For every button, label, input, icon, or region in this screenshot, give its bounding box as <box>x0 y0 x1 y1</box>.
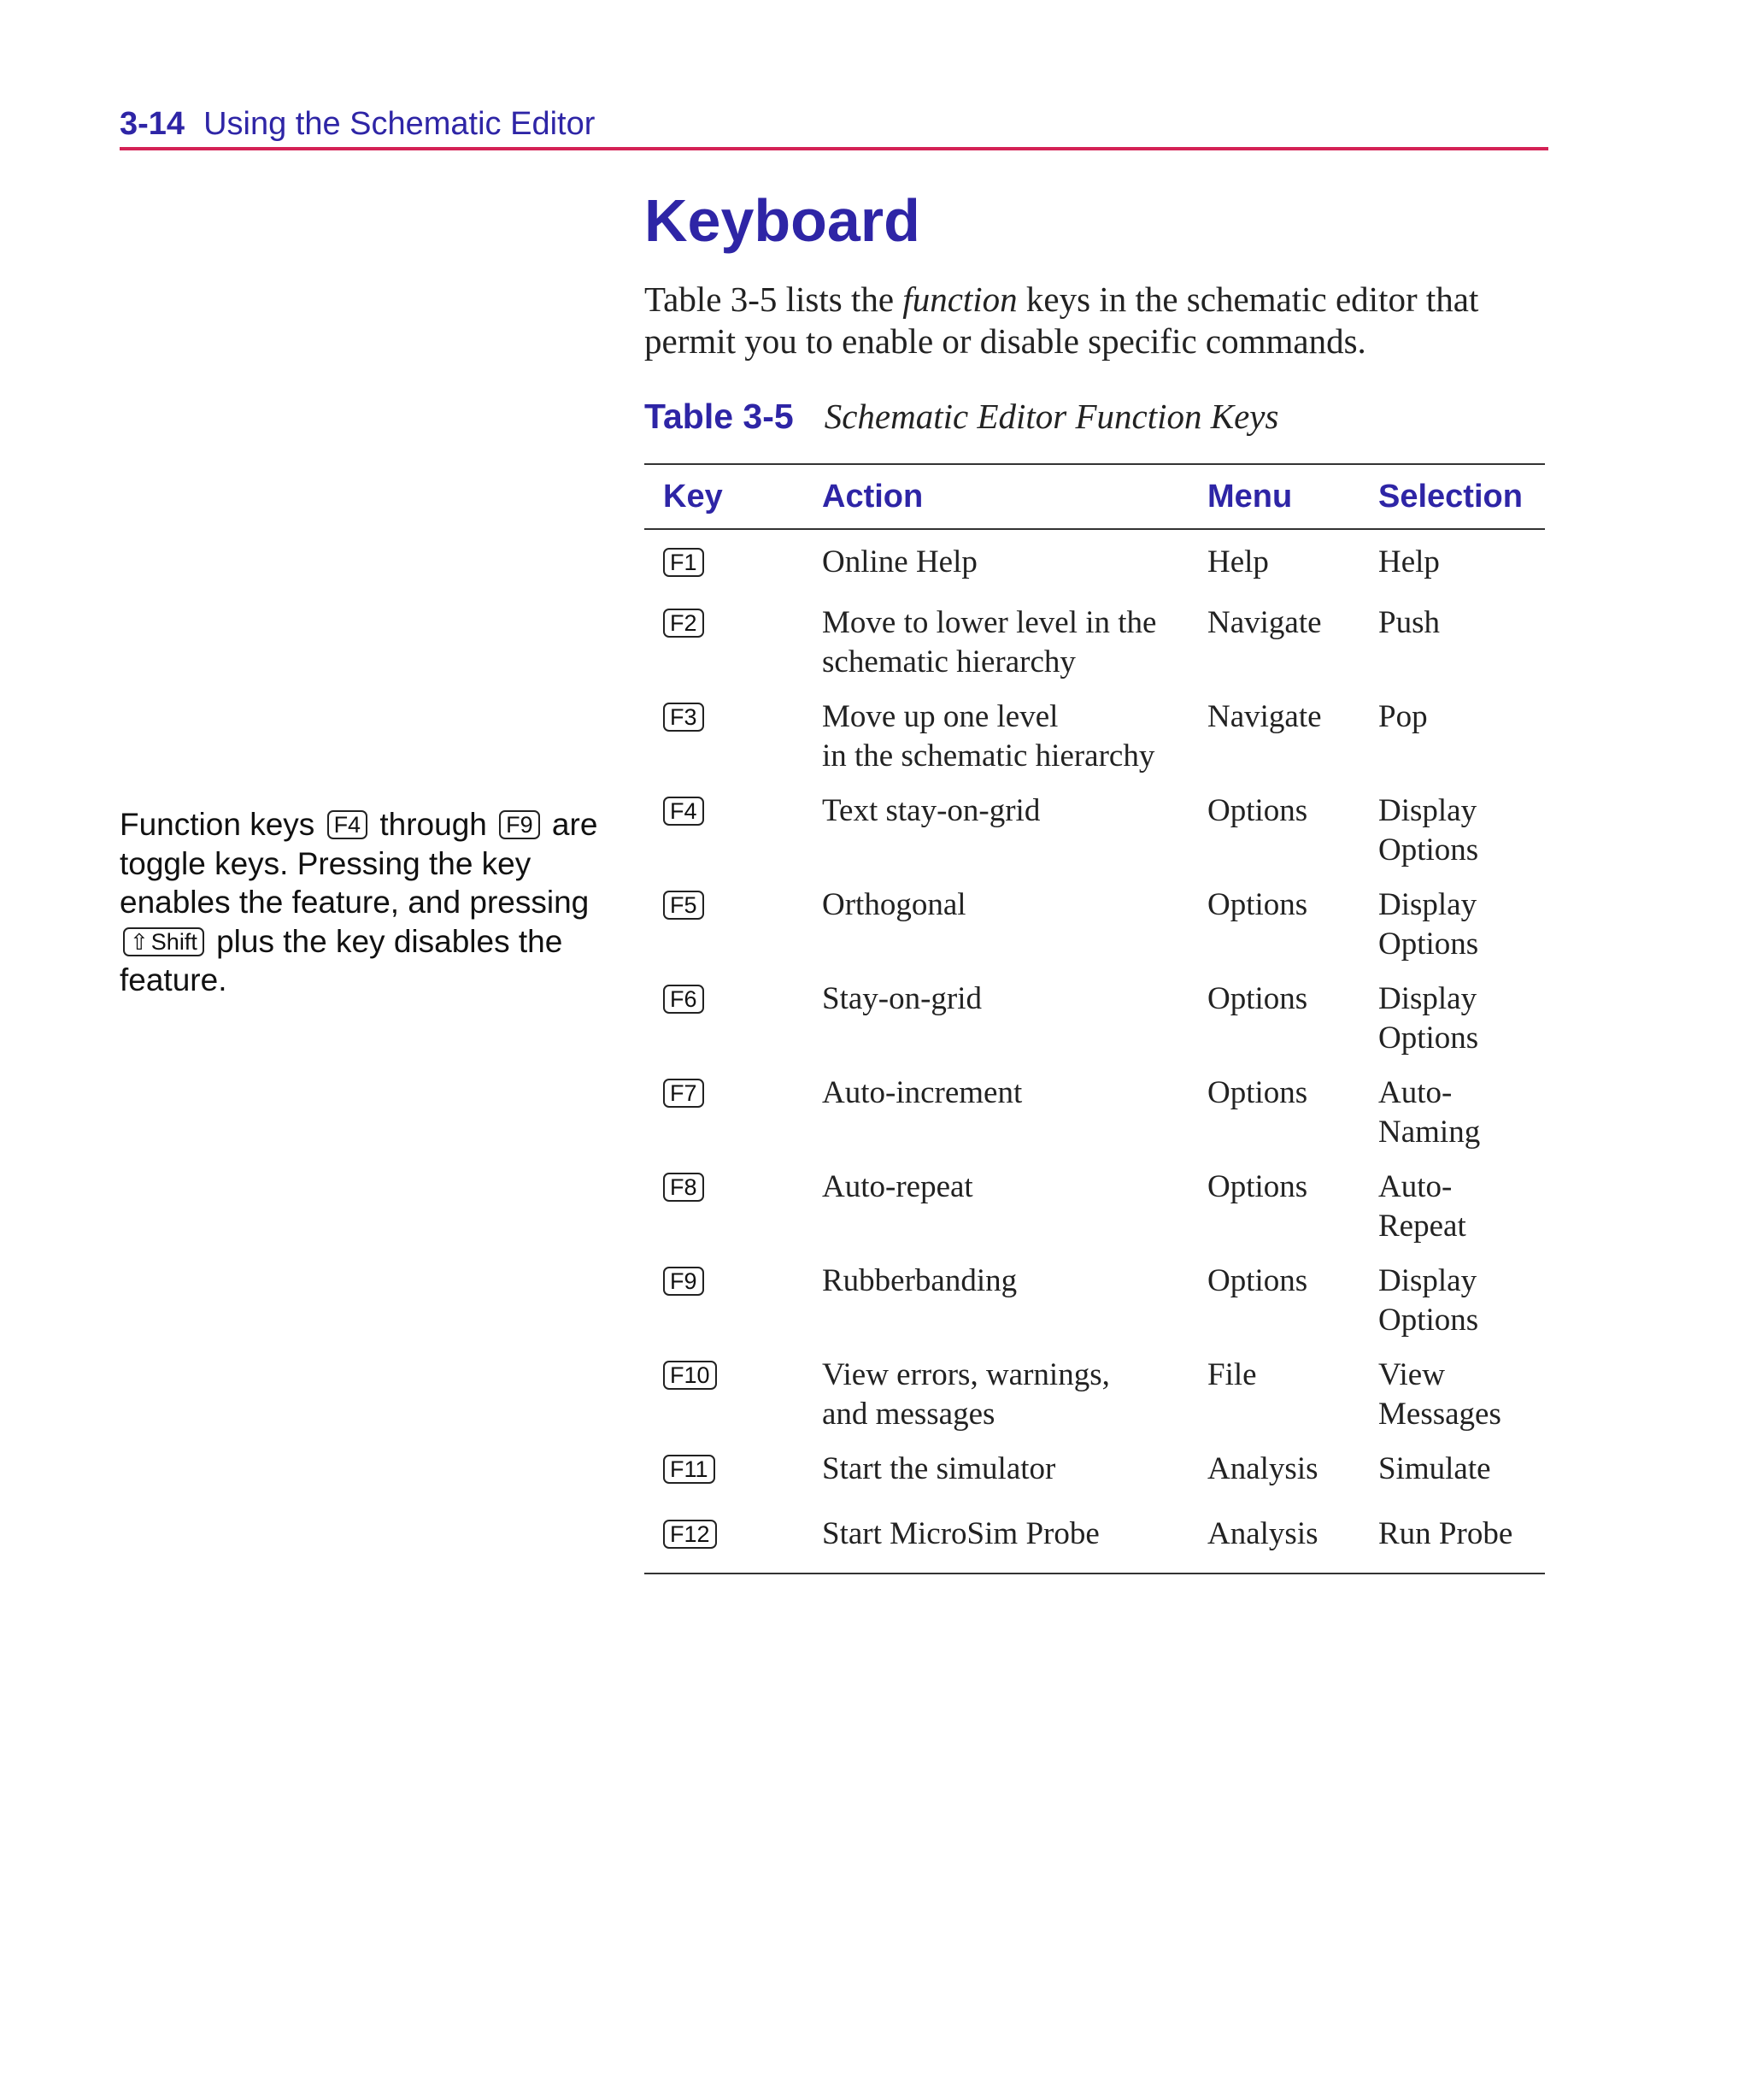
action-cell: Start MicroSim Probe <box>822 1516 1100 1551</box>
menu-cell: Navigate <box>1207 605 1322 640</box>
action-cell: Auto-increment <box>822 1075 1023 1110</box>
note-text-2: through <box>371 807 496 842</box>
running-header <box>120 106 1548 150</box>
menu-cell: Options <box>1207 887 1308 922</box>
menu-cell: File <box>1207 1357 1257 1392</box>
action-cell: Move to lower level in the schematic hierarchy <box>822 605 1157 679</box>
action-cell: Auto-repeat <box>822 1169 973 1204</box>
table-row <box>644 876 1545 970</box>
table-row <box>644 1064 1545 1158</box>
action-cell: Stay-on-grid <box>822 981 983 1016</box>
selection-cell: Display Options <box>1378 887 1479 962</box>
selection-cell: Auto- Naming <box>1378 1075 1481 1150</box>
column-header-selection: Selection <box>1378 464 1545 529</box>
menu-cell: Analysis <box>1207 1516 1318 1551</box>
key-cap-f4: F4 <box>327 810 368 839</box>
selection-cell: Help <box>1378 544 1440 579</box>
key-cap-shift <box>123 927 204 956</box>
menu-cell: Options <box>1207 1169 1308 1204</box>
table-row <box>644 1505 1545 1574</box>
page-number: 3-14 <box>120 106 185 142</box>
intro-emphasis: function <box>902 279 1018 319</box>
selection-cell: Display Options <box>1378 793 1479 868</box>
table-row <box>644 594 1545 688</box>
action-cell: Rubberbanding <box>822 1263 1018 1298</box>
action-cell: Online Help <box>822 544 978 579</box>
chapter-title: Using the Schematic Editor <box>203 106 596 142</box>
function-keys-table <box>644 463 1545 1574</box>
key-cap: F10 <box>663 1361 717 1390</box>
key-cap: F3 <box>663 703 704 732</box>
menu-cell: Help <box>1207 544 1269 579</box>
key-cap: F11 <box>663 1455 715 1484</box>
key-cap: F8 <box>663 1173 704 1202</box>
table-row <box>644 782 1545 876</box>
table-caption-title: Schematic Editor Function Keys <box>824 397 1279 436</box>
table-header-row <box>644 464 1545 529</box>
menu-cell: Analysis <box>1207 1451 1318 1486</box>
table-row <box>644 1346 1545 1440</box>
selection-cell: Auto- Repeat <box>1378 1169 1466 1244</box>
key-cap: F5 <box>663 891 704 920</box>
section-title: Keyboard <box>644 187 920 254</box>
selection-cell: Display Options <box>1378 1263 1479 1338</box>
menu-cell: Options <box>1207 981 1308 1016</box>
key-cap: F2 <box>663 609 704 638</box>
menu-cell: Options <box>1207 793 1308 828</box>
column-header-menu: Menu <box>1207 464 1378 529</box>
key-cap-f9: F9 <box>499 810 540 839</box>
key-cap: F7 <box>663 1079 704 1108</box>
table-caption-number: Table 3-5 <box>644 397 794 436</box>
key-cap: F6 <box>663 985 704 1014</box>
action-cell: View errors, warnings, and messages <box>822 1357 1110 1432</box>
key-cap: F4 <box>663 797 704 826</box>
note-text-3: are toggle keys. Pressing the key enables the feature, and pressing <box>120 807 598 920</box>
column-header-action: Action <box>822 464 1207 529</box>
action-cell: Start the simulator <box>822 1451 1056 1486</box>
note-text-1: Function keys <box>120 807 324 842</box>
action-cell: Move up one level in the schematic hierarchy <box>822 699 1155 774</box>
menu-cell: Navigate <box>1207 699 1322 734</box>
key-cap: F9 <box>663 1267 704 1296</box>
menu-cell: Options <box>1207 1075 1308 1110</box>
table-row <box>644 688 1545 782</box>
key-cap: F12 <box>663 1520 717 1549</box>
selection-cell: Simulate <box>1378 1451 1491 1486</box>
table-row <box>644 1252 1545 1346</box>
selection-cell: View Messages <box>1378 1357 1501 1432</box>
table-row <box>644 1440 1545 1505</box>
action-cell: Text stay-on-grid <box>822 793 1041 828</box>
note-text-4: plus the key disables the feature. <box>120 923 563 997</box>
table-row <box>644 1158 1545 1252</box>
key-cap: F1 <box>663 548 704 577</box>
intro-text-before: Table 3-5 lists the <box>644 279 903 319</box>
action-cell: Orthogonal <box>822 887 966 922</box>
selection-cell: Push <box>1378 605 1440 640</box>
selection-cell: Run Probe <box>1378 1516 1513 1551</box>
shift-arrow-icon: ⇧ <box>130 928 149 955</box>
intro-text-after: keys in the schematic editor that permit you to enable or disable specific commands. <box>644 279 1479 361</box>
selection-cell: Display Options <box>1378 981 1479 1056</box>
menu-cell: Options <box>1207 1263 1308 1298</box>
table-row <box>644 970 1545 1064</box>
table-caption <box>644 395 1278 438</box>
intro-paragraph <box>644 279 1550 362</box>
shift-key-label: Shift <box>150 928 197 955</box>
table-row <box>644 529 1545 594</box>
margin-note <box>120 805 598 1000</box>
selection-cell: Pop <box>1378 699 1428 734</box>
column-header-key: Key <box>644 464 822 529</box>
